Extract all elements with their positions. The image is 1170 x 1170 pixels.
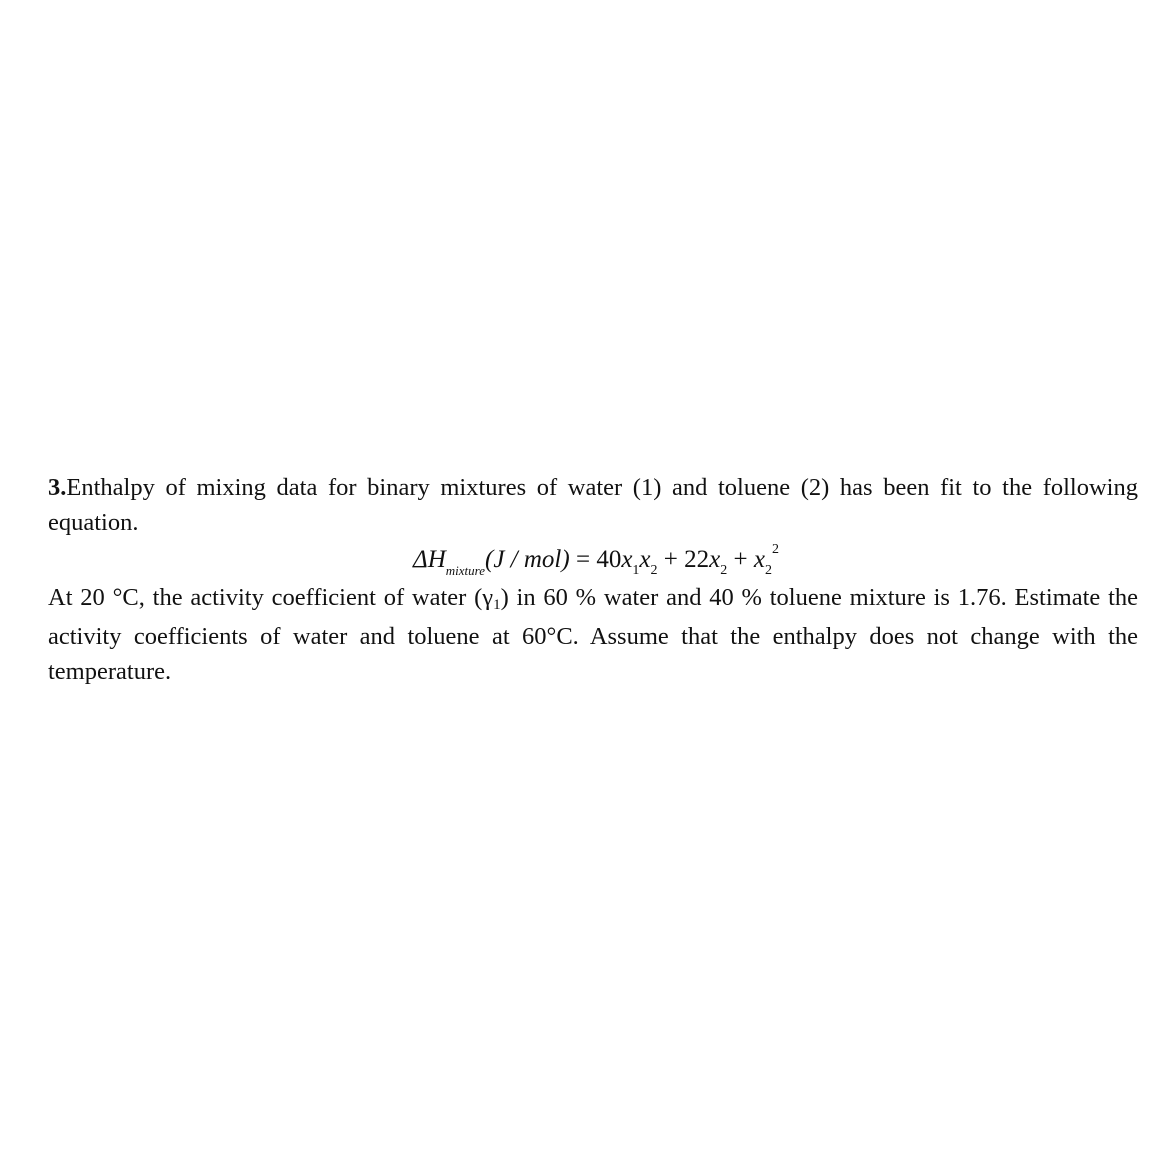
problem-body-pre: At 20 °C, the activity coefficient of water (γ [48, 584, 494, 611]
problem-3 [48, 470, 1138, 689]
problem-number: 3. [48, 474, 67, 501]
delta-h-symbol: ΔH [413, 546, 446, 573]
x2-subscript-c: 2 [764, 563, 772, 578]
x1-subscript: 1 [632, 563, 640, 578]
x2-var-b: x [709, 546, 721, 573]
x2-subscript-b: 2 [720, 563, 728, 578]
x1-var: x [621, 546, 633, 573]
x2-subscript: 2 [650, 563, 658, 578]
problem-body [48, 580, 1138, 689]
coefficient-2: 22 [684, 546, 710, 573]
equals-sign: = [569, 546, 597, 573]
x2-var: x [639, 546, 651, 573]
power-superscript: 2 [771, 542, 779, 557]
problem-intro [48, 470, 1138, 540]
x2-var-c: x [753, 546, 765, 573]
mixture-subscript: mixture [445, 563, 485, 578]
coefficient-1: 40 [596, 546, 622, 573]
plus-sign-1: + [657, 546, 685, 573]
enthalpy-equation [48, 540, 1138, 580]
gamma-subscript: 1 [493, 597, 501, 613]
problem-intro-text: Enthalpy of mixing data for binary mixtures of water (1) and toluene (2) has been fit to the following equation. [48, 474, 1138, 536]
problem-body-post: ) in 60 % water and 40 % toluene mixture is 1.76. Estimate the activity coefficients of water and toluene at 60°C. Assume that the enthalpy does not change with the temperature. [48, 584, 1138, 685]
units: (J / mol) [485, 546, 570, 573]
plus-sign-2: + [727, 546, 754, 573]
